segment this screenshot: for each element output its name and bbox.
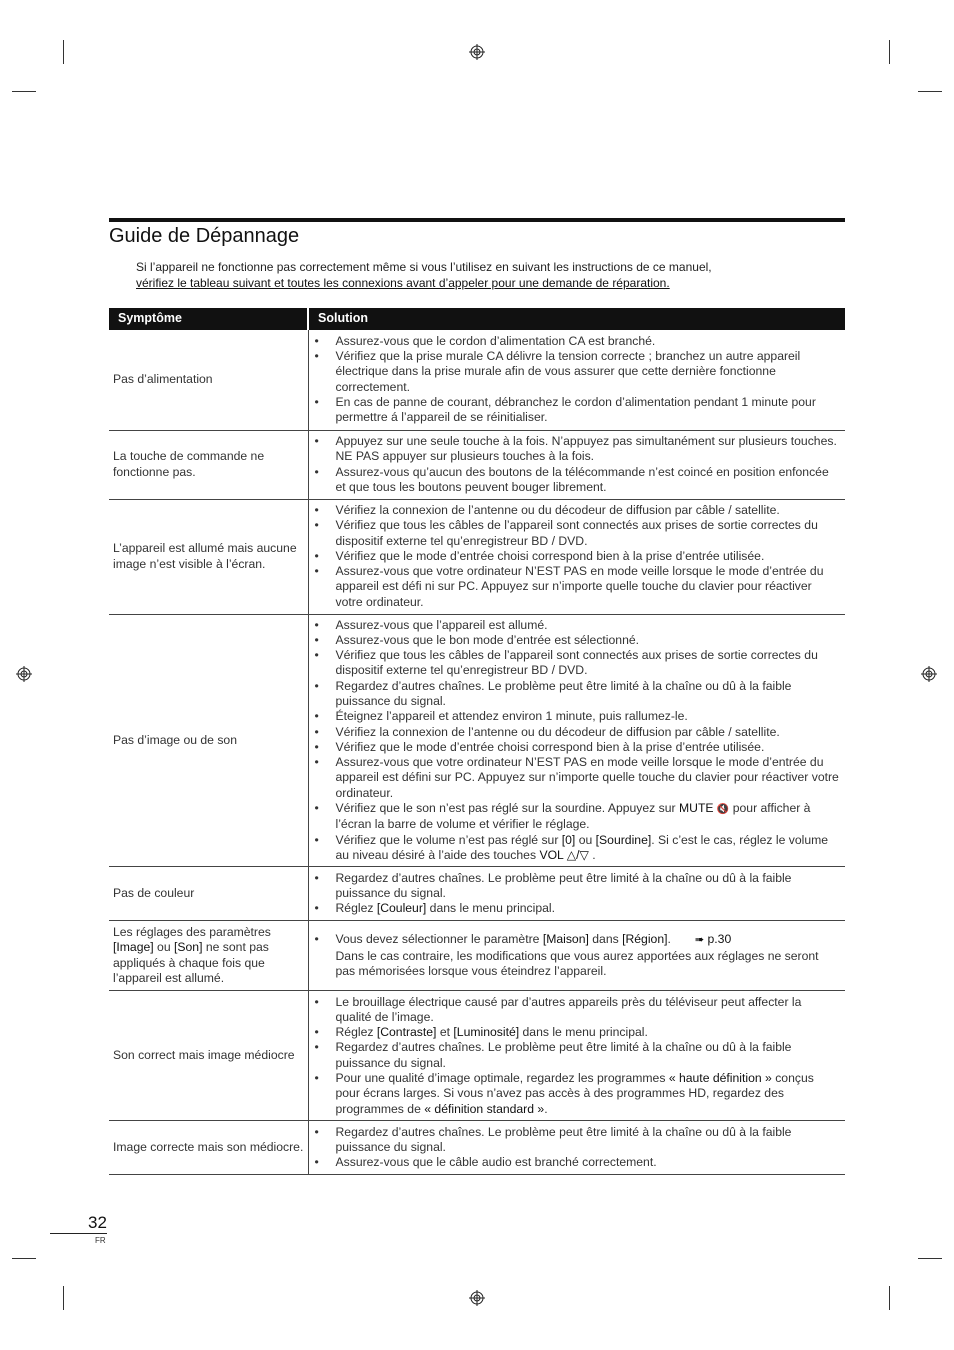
solution-cell xyxy=(308,430,845,499)
solution-cell xyxy=(308,499,845,614)
crop-mark xyxy=(918,1258,942,1259)
mute-key: MUTE xyxy=(678,801,714,816)
list-item: • Vérifiez que le son n’est pas réglé sur la sourdine. Appuyez sur MUTE 🔇 pour afficher à l’écran la barre de volume et vérifier le réglage. xyxy=(314,801,811,832)
list-item: • Éteignez l’appareil et attendez environ 1 minute, puis rallumez-le. xyxy=(314,709,688,724)
page-number: 32 xyxy=(88,1213,107,1232)
list-item: • Regardez d’autres chaînes. Le problème peut être limité à la chaîne ou dû à la faible puissance du signal. xyxy=(314,1124,792,1155)
solution-cell xyxy=(308,1121,845,1175)
key-son: [Son] xyxy=(174,940,203,955)
list-item: • Regardez d’autres chaînes. Le problème peut être limité à la chaîne ou dû à la faible puissance du signal. xyxy=(314,1040,792,1070)
key-zero: [0] xyxy=(561,832,576,847)
symptom-cell: Pas d’alimentation xyxy=(109,330,308,430)
registration-mark-icon xyxy=(469,1290,485,1306)
key-maison: [Maison] xyxy=(542,932,589,947)
page-number-rule xyxy=(50,1233,107,1234)
list-item: • Réglez [Couleur] dans le menu principal. xyxy=(314,901,556,916)
list-item: • Vérifiez que le mode d’entrée choisi correspond bien à la prise d’entrée utilisée. xyxy=(314,548,765,563)
key-sourdine: [Sourdine] xyxy=(595,832,652,847)
vol-keys: VOL △/▽ xyxy=(539,847,589,862)
crop-mark xyxy=(12,91,36,92)
table-row xyxy=(109,867,845,921)
list-item: • En cas de panne de courant, débranchez le cordon d’alimentation pendant 1 minute pour permettre á l’appareil de se réinitialiser. xyxy=(314,395,816,425)
list-item: • Vérifiez la connexion de l’antenne ou du décodeur de diffusion par câble / satellite. xyxy=(314,502,780,517)
crop-mark xyxy=(63,40,64,64)
column-header-solution: Solution xyxy=(308,308,845,330)
registration-mark-icon xyxy=(469,44,485,60)
list-item: • Pour une qualité d’image optimale, regardez les programmes « haute définition » conçus pour écrans larges. Si vous n’avez pas accès à des programmes HD, regardez des programmes de « définition standard ». xyxy=(314,1071,814,1116)
crop-mark xyxy=(918,91,942,92)
list-item: • Vérifiez la connexion de l’antenne ou du décodeur de diffusion par câble / satellite. xyxy=(314,724,780,739)
table-row xyxy=(109,430,845,499)
registration-mark-icon xyxy=(16,666,32,682)
list-item: • Regardez d’autres chaînes. Le problème peut être limité à la chaîne ou dû à la faible puissance du signal. xyxy=(314,678,792,708)
table-header-row xyxy=(109,308,845,330)
symptom-cell: Son correct mais image médiocre xyxy=(109,991,308,1121)
list-item: • Vérifiez que tous les câbles de l’appareil sont connectés aux prises de sortie correctes du dispositif externe tel qu’enregistreur BD / DVD. xyxy=(314,648,818,678)
page-title: Guide de Dépannage xyxy=(109,225,300,247)
list-item: • Assurez-vous que le bon mode d’entrée est sélectionné. xyxy=(314,632,640,647)
key-image: [Image] xyxy=(113,940,154,955)
list-item: • Assurez-vous que le câble audio est branché correctement. xyxy=(314,1155,657,1170)
hd-label: « haute définition » xyxy=(668,1071,772,1086)
list-item: • Assurez-vous que votre ordinateur N’EST PAS en mode veille lorsque le mode d’entrée du appareil est défini sur PC. Appuyez sur n’importe quelle touche du clavier pour réactiver votre ordinateur. xyxy=(314,755,839,800)
mute-icon: 🔇 xyxy=(716,804,730,816)
sd-label: « définition standard » xyxy=(424,1101,545,1116)
table-row xyxy=(109,499,845,614)
key-region: [Région] xyxy=(622,932,668,947)
symptom-cell: Pas de couleur xyxy=(109,867,308,921)
registration-mark-icon xyxy=(921,666,937,682)
table-row xyxy=(109,1121,845,1175)
list-item: • Vérifiez que tous les câbles de l’appareil sont connectés aux prises de sortie correctes du dispositif externe tel qu’enregistreur BD / DVD. xyxy=(314,518,818,548)
language-code: FR xyxy=(95,1236,106,1245)
intro-line: Si l’appareil ne fonctionne pas correctement même si vous l’utilisez en suivant les instructions de ce manuel, xyxy=(136,260,712,274)
troubleshooting-table xyxy=(109,308,845,1175)
solution-cell xyxy=(308,867,845,921)
table-row xyxy=(109,991,845,1121)
solution-cell xyxy=(308,330,845,430)
symptom-cell: La touche de commande ne fonctionne pas. xyxy=(109,430,308,499)
table-row xyxy=(109,330,845,430)
intro-text xyxy=(136,259,836,291)
list-item: • Réglez [Contraste] et [Luminosité] dans le menu principal. xyxy=(314,1025,648,1040)
symptom-cell: Image correcte mais son médiocre. xyxy=(109,1121,308,1175)
intro-warning: vérifiez le tableau suivant et toutes les connexions avant d’appeler pour une demande de réparation. xyxy=(136,276,670,290)
list-item: • Regardez d’autres chaînes. Le problème peut être limité à la chaîne ou dû à la faible puissance du signal. xyxy=(314,870,792,901)
crop-mark xyxy=(12,1258,36,1259)
list-item: • Vérifiez que le mode d’entrée choisi correspond bien à la prise d’entrée utilisée. xyxy=(314,739,765,754)
list-item: • Vérifiez que la prise murale CA délivre la tension correcte ; branchez un autre appareil électrique dans la prise murale afin de vous assurer que cette dernière fonctionne correctement. xyxy=(314,349,801,394)
solution-cell xyxy=(308,921,845,991)
solution-cell xyxy=(308,991,845,1121)
table-row xyxy=(109,921,845,991)
list-item: • Vérifiez que le volume n’est pas réglé sur [0] ou [Sourdine]. Si c’est le cas, réglez le volume au niveau désiré à l’aide des touches VOL △/▽ . xyxy=(314,832,829,862)
list-item: • Appuyez sur une seule touche à la fois. N’appuyez pas simultanément sur plusieurs touches. NE PAS appuyer sur plusieurs touches à la fois. xyxy=(314,433,837,464)
key-contraste: [Contraste] xyxy=(376,1025,437,1040)
page-reference[interactable]: ➠ p.30 xyxy=(694,932,732,947)
key-luminosite: [Luminosité] xyxy=(453,1025,520,1040)
list-item: • Assurez-vous que le cordon d’alimentation CA est branché. xyxy=(314,333,656,348)
symptom-cell: Pas d’image ou de son xyxy=(109,614,308,867)
key-couleur: [Couleur] xyxy=(376,901,427,916)
arrow-right-icon: ➠ xyxy=(694,934,705,947)
list-item: • Assurez-vous que l’appareil est allumé. xyxy=(314,617,548,632)
crop-mark xyxy=(63,1286,64,1310)
table-row xyxy=(109,614,845,867)
symptom-cell: L’appareil est allumé mais aucune image n’est visible à l’écran. xyxy=(109,499,308,614)
list-item: • Assurez-vous qu’aucun des boutons de la télécommande n’est coincé en position enfoncée et que tous les boutons peuvent bouger librement. xyxy=(314,464,829,494)
column-header-symptom: Symptôme xyxy=(109,308,308,330)
title-rule xyxy=(109,218,845,222)
crop-mark xyxy=(889,40,890,64)
crop-mark xyxy=(889,1286,890,1310)
solution-cell xyxy=(308,614,845,867)
list-item: • Vous devez sélectionner le paramètre [Maison] dans [Région]. ➠ p.30 Dans le cas contraire, les modifications que vous aurez apportées aux réglages ne seront pas mémorisées lorsque vous éteindrez l’appareil. xyxy=(314,932,819,978)
list-item: • Le brouillage électrique causé par d’autres appareils près du téléviseur peut affecter la qualité de l’image. xyxy=(314,994,802,1024)
symptom-cell: Les réglages des paramètres [Image] ou [Son] ne sont pas appliqués à chaque fois que l’appareil est allumé. xyxy=(109,921,308,991)
list-item: • Assurez-vous que votre ordinateur N’EST PAS en mode veille lorsque le mode d’entrée du appareil est défi ni sur PC. Appuyez sur n’importe quelle touche du clavier pour réactiver votre ordinateur. xyxy=(314,564,824,609)
